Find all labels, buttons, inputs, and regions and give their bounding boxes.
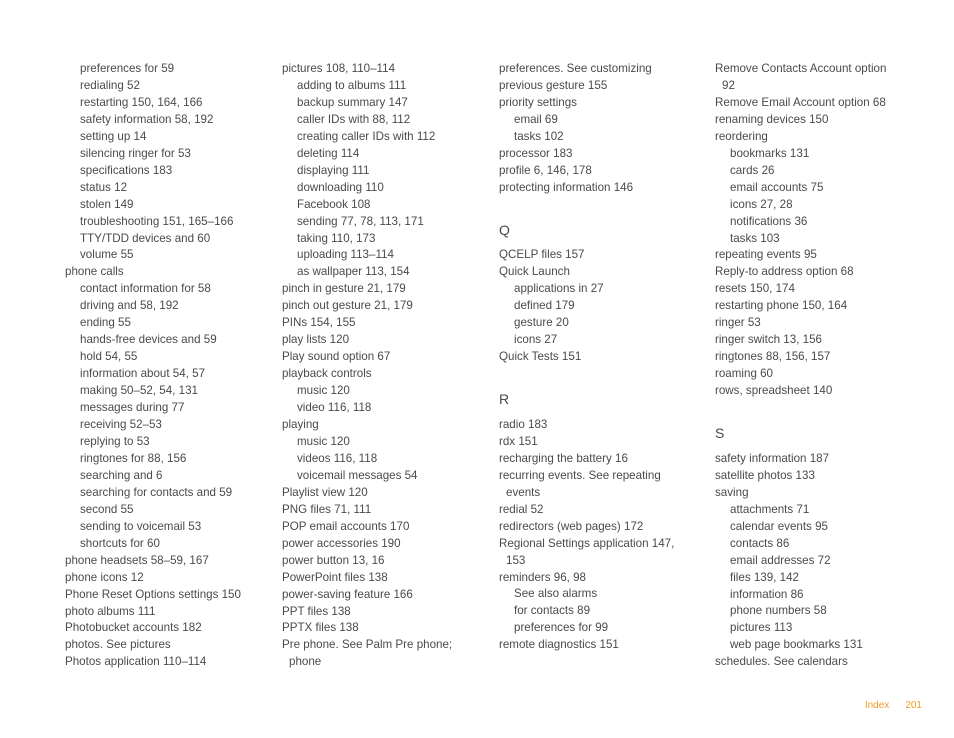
index-subentry: icons 27 bbox=[514, 333, 558, 347]
index-subentry: contacts 86 bbox=[730, 536, 790, 550]
index-entry: Pre phone. See Palm Pre phone; bbox=[282, 638, 453, 652]
index-subentry: shortcuts for 60 bbox=[80, 536, 160, 550]
index-entry: Regional Settings application 147, bbox=[499, 536, 675, 550]
index-subentry: as wallpaper 113, 154 bbox=[297, 265, 410, 279]
section-letter-heading: Q bbox=[499, 221, 510, 238]
index-subentry: taking 110, 173 bbox=[297, 231, 376, 245]
index-entry: ringer 53 bbox=[715, 316, 761, 330]
index-subentry: searching and 6 bbox=[80, 468, 163, 482]
index-entry: preferences. See customizing bbox=[499, 62, 652, 75]
index-subentry: safety information 58, 192 bbox=[80, 112, 214, 126]
index-entry: Quick Tests 151 bbox=[499, 350, 582, 364]
index-subentry: restarting 150, 164, 166 bbox=[80, 95, 203, 109]
section-letter-heading: R bbox=[499, 391, 510, 408]
index-subentry: email accounts 75 bbox=[730, 180, 824, 194]
index-subentry: status 12 bbox=[80, 180, 128, 194]
index-subentry: ringtones for 88, 156 bbox=[80, 451, 187, 465]
index-entry: PPT files 138 bbox=[282, 604, 351, 618]
spacer bbox=[499, 366, 711, 383]
index-subentry: ending 55 bbox=[80, 316, 131, 330]
index-subentry: email 69 bbox=[514, 112, 558, 126]
index-column-2 bbox=[282, 61, 494, 671]
index-entry: Photobucket accounts 182 bbox=[65, 621, 202, 635]
index-subentry: making 50–52, 54, 131 bbox=[80, 384, 198, 398]
index-subentry: volume 55 bbox=[80, 248, 134, 262]
index-entry: pinch out gesture 21, 179 bbox=[282, 299, 413, 313]
index-subentry: bookmarks 131 bbox=[730, 146, 810, 160]
index-entry-continuation: events bbox=[506, 485, 541, 499]
index-entry: resets 150, 174 bbox=[715, 282, 795, 296]
index-subentry: setting up 14 bbox=[80, 129, 147, 143]
index-entry: PNG files 71, 111 bbox=[282, 502, 372, 516]
index-subentry: searching for contacts and 59 bbox=[80, 485, 233, 499]
index-entry: redial 52 bbox=[499, 502, 544, 516]
index-subentry: pictures 113 bbox=[730, 621, 793, 635]
spacer bbox=[499, 197, 711, 214]
index-subentry: videos 116, 118 bbox=[297, 451, 378, 465]
index-entry: PINs 154, 155 bbox=[282, 316, 356, 330]
index-subentry: information about 54, 57 bbox=[80, 367, 206, 381]
index-entry-continuation: 92 bbox=[722, 78, 735, 92]
index-entry: Remove Email Account option 68 bbox=[715, 95, 886, 109]
index-entry: protecting information 146 bbox=[499, 180, 634, 194]
footer-section-label: Index bbox=[864, 700, 890, 711]
index-column-4 bbox=[715, 61, 927, 671]
index-entry: Quick Launch bbox=[499, 265, 570, 279]
index-subentry: silencing ringer for 53 bbox=[80, 146, 191, 160]
index-subentry: driving and 58, 192 bbox=[80, 299, 179, 313]
index-entry: radio 183 bbox=[499, 417, 548, 431]
index-subentry: uploading 113–114 bbox=[297, 248, 394, 262]
index-subentry: tasks 102 bbox=[514, 129, 564, 143]
index-subentry: redialing 52 bbox=[80, 78, 140, 92]
index-subentry: troubleshooting 151, 165–166 bbox=[80, 214, 234, 228]
index-subentry: music 120 bbox=[297, 384, 350, 398]
index-entry: Reply-to address option 68 bbox=[715, 265, 854, 279]
index-subentry: receiving 52–53 bbox=[80, 418, 162, 432]
index-entry: recurring events. See repeating bbox=[499, 468, 661, 482]
index-subentry: backup summary 147 bbox=[297, 95, 408, 109]
index-entry: Playlist view 120 bbox=[282, 485, 368, 499]
index-subentry: video 116, 118 bbox=[297, 401, 372, 415]
index-subentry: tasks 103 bbox=[730, 231, 780, 245]
index-subentry: specifications 183 bbox=[80, 163, 173, 177]
index-subentry: contact information for 58 bbox=[80, 282, 211, 296]
index-subentry: calendar events 95 bbox=[730, 519, 828, 533]
index-entry: pinch in gesture 21, 179 bbox=[282, 282, 406, 296]
index-subentry: email addresses 72 bbox=[730, 553, 831, 567]
index-entry: rdx 151 bbox=[499, 434, 538, 448]
index-subentry: stolen 149 bbox=[80, 197, 134, 211]
index-entry: photo albums 111 bbox=[65, 604, 156, 618]
index-subentry: for contacts 89 bbox=[514, 604, 591, 618]
index-entry: PPTX files 138 bbox=[282, 621, 359, 635]
index-entry: recharging the battery 16 bbox=[499, 451, 628, 465]
index-entry: rows, spreadsheet 140 bbox=[715, 384, 833, 398]
index-entry: Play sound option 67 bbox=[282, 350, 391, 364]
index-subentry: messages during 77 bbox=[80, 401, 185, 415]
index-entry: safety information 187 bbox=[715, 451, 830, 465]
index-subentry: adding to albums 111 bbox=[297, 78, 407, 92]
index-subentry: replying to 53 bbox=[80, 434, 150, 448]
spacer bbox=[715, 400, 927, 417]
index-subentry: Facebook 108 bbox=[297, 197, 371, 211]
index-subentry: displaying 111 bbox=[297, 163, 370, 177]
index-entry: schedules. See calendars bbox=[715, 655, 848, 669]
index-entry: POP email accounts 170 bbox=[282, 519, 410, 533]
index-entry: Phone Reset Options settings 150 bbox=[65, 587, 241, 601]
index-entry: power accessories 190 bbox=[282, 536, 401, 550]
index-subentry: hold 54, 55 bbox=[80, 350, 138, 364]
index-entry: Remove Contacts Account option bbox=[715, 62, 887, 75]
index-subentry: attachments 71 bbox=[730, 502, 810, 516]
index-subentry: information 86 bbox=[730, 587, 804, 601]
index-subentry: defined 179 bbox=[514, 299, 575, 313]
index-subentry: voicemail messages 54 bbox=[297, 468, 418, 482]
index-subentry: phone numbers 58 bbox=[730, 604, 827, 618]
index-subentry: applications in 27 bbox=[514, 282, 604, 296]
index-subentry: preferences for 59 bbox=[80, 62, 175, 75]
index-entry: QCELP files 157 bbox=[499, 248, 585, 262]
index-entry: ringer switch 13, 156 bbox=[715, 333, 822, 347]
index-subentry: caller IDs with 88, 112 bbox=[297, 112, 411, 126]
index-entry: saving bbox=[715, 485, 749, 499]
index-subentry: deleting 114 bbox=[297, 146, 360, 160]
index-subentry: TTY/TDD devices and 60 bbox=[80, 231, 211, 245]
index-subentry: sending 77, 78, 113, 171 bbox=[297, 214, 424, 228]
index-entry: ringtones 88, 156, 157 bbox=[715, 350, 831, 364]
index-entry: remote diagnostics 151 bbox=[499, 638, 619, 652]
index-entry: reordering bbox=[715, 129, 768, 143]
index-entry: roaming 60 bbox=[715, 367, 774, 381]
index-column-1 bbox=[65, 61, 277, 671]
index-entry: PowerPoint files 138 bbox=[282, 570, 388, 584]
index-subentry: cards 26 bbox=[730, 163, 775, 177]
index-subentry: second 55 bbox=[80, 502, 134, 516]
index-entry: pictures 108, 110–114 bbox=[282, 62, 396, 75]
index-subentry: notifications 36 bbox=[730, 214, 808, 228]
index-subentry: music 120 bbox=[297, 434, 350, 448]
index-entry: repeating events 95 bbox=[715, 248, 817, 262]
index-entry: reminders 96, 98 bbox=[499, 570, 586, 584]
index-subentry: sending to voicemail 53 bbox=[80, 519, 202, 533]
index-entry: power button 13, 16 bbox=[282, 553, 385, 567]
index-entry: power-saving feature 166 bbox=[282, 587, 413, 601]
index-subentry: icons 27, 28 bbox=[730, 197, 793, 211]
index-entry: Photos application 110–114 bbox=[65, 655, 207, 669]
index-entry: profile 6, 146, 178 bbox=[499, 163, 592, 177]
index-entry: renaming devices 150 bbox=[715, 112, 829, 126]
section-letter-heading: S bbox=[715, 425, 725, 441]
footer-page-number: 201 bbox=[905, 700, 922, 711]
index-entry: photos. See pictures bbox=[65, 638, 171, 652]
index-entry: previous gesture 155 bbox=[499, 78, 608, 92]
index-entry: priority settings bbox=[499, 95, 577, 109]
index-subentry: hands-free devices and 59 bbox=[80, 333, 217, 347]
index-entry-continuation: phone bbox=[289, 655, 322, 669]
index-entry: redirectors (web pages) 172 bbox=[499, 519, 644, 533]
index-subentry: See also alarms bbox=[514, 587, 598, 601]
index-subentry: gesture 20 bbox=[514, 316, 569, 330]
index-entry: processor 183 bbox=[499, 146, 573, 160]
index-subentry: downloading 110 bbox=[297, 180, 384, 194]
index-column-3 bbox=[499, 61, 711, 654]
index-entry: phone icons 12 bbox=[65, 570, 144, 584]
index-entry: phone calls bbox=[65, 265, 124, 279]
index-subentry: files 139, 142 bbox=[730, 570, 799, 584]
index-entry: phone headsets 58–59, 167 bbox=[65, 553, 209, 567]
index-subentry: web page bookmarks 131 bbox=[730, 638, 863, 652]
index-entry: playback controls bbox=[282, 367, 372, 381]
index-entry: restarting phone 150, 164 bbox=[715, 299, 848, 313]
page-footer bbox=[865, 700, 922, 711]
index-entry-continuation: 153 bbox=[506, 553, 526, 567]
index-entry: play lists 120 bbox=[282, 333, 350, 347]
index-subentry: preferences for 99 bbox=[514, 621, 609, 635]
index-subentry: creating caller IDs with 112 bbox=[297, 129, 436, 143]
index-entry: satellite photos 133 bbox=[715, 468, 815, 482]
index-entry: playing bbox=[282, 418, 319, 432]
